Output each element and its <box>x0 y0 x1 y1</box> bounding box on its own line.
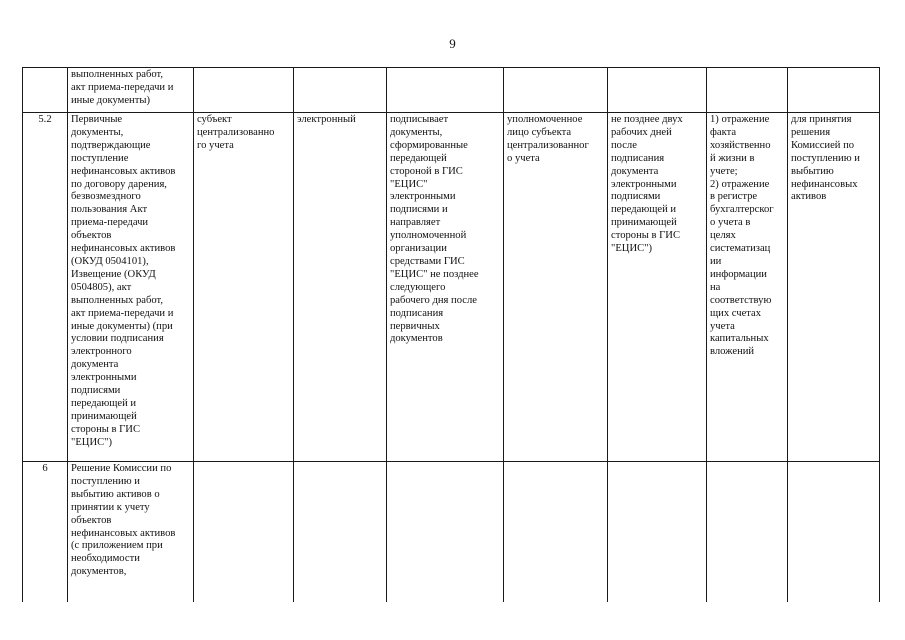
row-number-cell: 6 <box>23 462 68 602</box>
deadline-cell <box>608 462 707 602</box>
action-cell <box>387 68 504 113</box>
responsible-cell <box>504 462 608 602</box>
purpose-cell <box>707 462 788 602</box>
purpose-text: 1) отражение факта хозяйственно й жизни в учете; 2) отражение в регистре бухгалтерског о учета в целях систематизац ии информации на соответствую щих счетах учета капитальных вложений <box>710 114 774 358</box>
recipient-text: для принятия решения Комиссией по поступлению и выбытию нефинансовых активов <box>791 114 860 203</box>
document-cell <box>68 113 194 462</box>
table-row <box>23 68 880 113</box>
deadline-text: не позднее двух рабочих дней после подписания документа электронными подписями передающей и принимающей стороны в ГИС "ЕЦИС") <box>611 114 683 255</box>
form-cell <box>294 68 387 113</box>
creator-cell <box>194 68 294 113</box>
responsible-cell <box>504 113 608 462</box>
page-number: 9 <box>449 36 456 51</box>
purpose-cell <box>707 113 788 462</box>
document-text: Решение Комиссии по поступлению и выбытию активов о принятии к учету объектов нефинансовых активов (с приложением при необходимости документов, <box>71 463 176 578</box>
table-row <box>23 113 880 462</box>
responsible-cell <box>504 68 608 113</box>
action-cell <box>387 113 504 462</box>
row-number-cell: 5.2 <box>23 113 68 462</box>
recipient-cell <box>788 68 880 113</box>
creator-text: субъект централизованно го учета <box>197 114 275 151</box>
creator-cell <box>194 462 294 602</box>
document-table <box>22 67 880 602</box>
action-text: подписывает документы, сформированные передающей стороной в ГИС "ЕЦИС" электронными подписями и направляет уполномоченной организации средствами ГИС "ЕЦИС" не позднее следующего рабочего дня после подписания первичных документов <box>390 114 479 345</box>
document-cell <box>68 462 194 602</box>
creator-cell <box>194 113 294 462</box>
action-cell <box>387 462 504 602</box>
recipient-cell <box>788 462 880 602</box>
document-text: выполненных работ, акт приема-передачи и иные документы) <box>71 69 174 106</box>
row-number-cell <box>23 68 68 113</box>
form-cell <box>294 113 387 462</box>
responsible-text: уполномоченное лицо субъекта централизованног о учета <box>507 114 589 164</box>
form-cell <box>294 462 387 602</box>
document-cell <box>68 68 194 113</box>
recipient-cell <box>788 113 880 462</box>
form-text: электронный <box>297 114 356 125</box>
deadline-cell <box>608 68 707 113</box>
purpose-cell <box>707 68 788 113</box>
document-text: Первичные документы, подтверждающие поступление нефинансовых активов по договору дарения, безвозмездного пользования Акт приема-передачи объектов нефинансовых активов (ОКУД 0504101), Извещение (ОКУД 0504805), акт выполненных работ, акт приема-передачи и иные документы) (при условии подписания электронного документа электронными подписями передающей и принимающей стороны в ГИС "ЕЦИС") <box>71 114 176 448</box>
table-row <box>23 462 880 602</box>
deadline-cell <box>608 113 707 462</box>
